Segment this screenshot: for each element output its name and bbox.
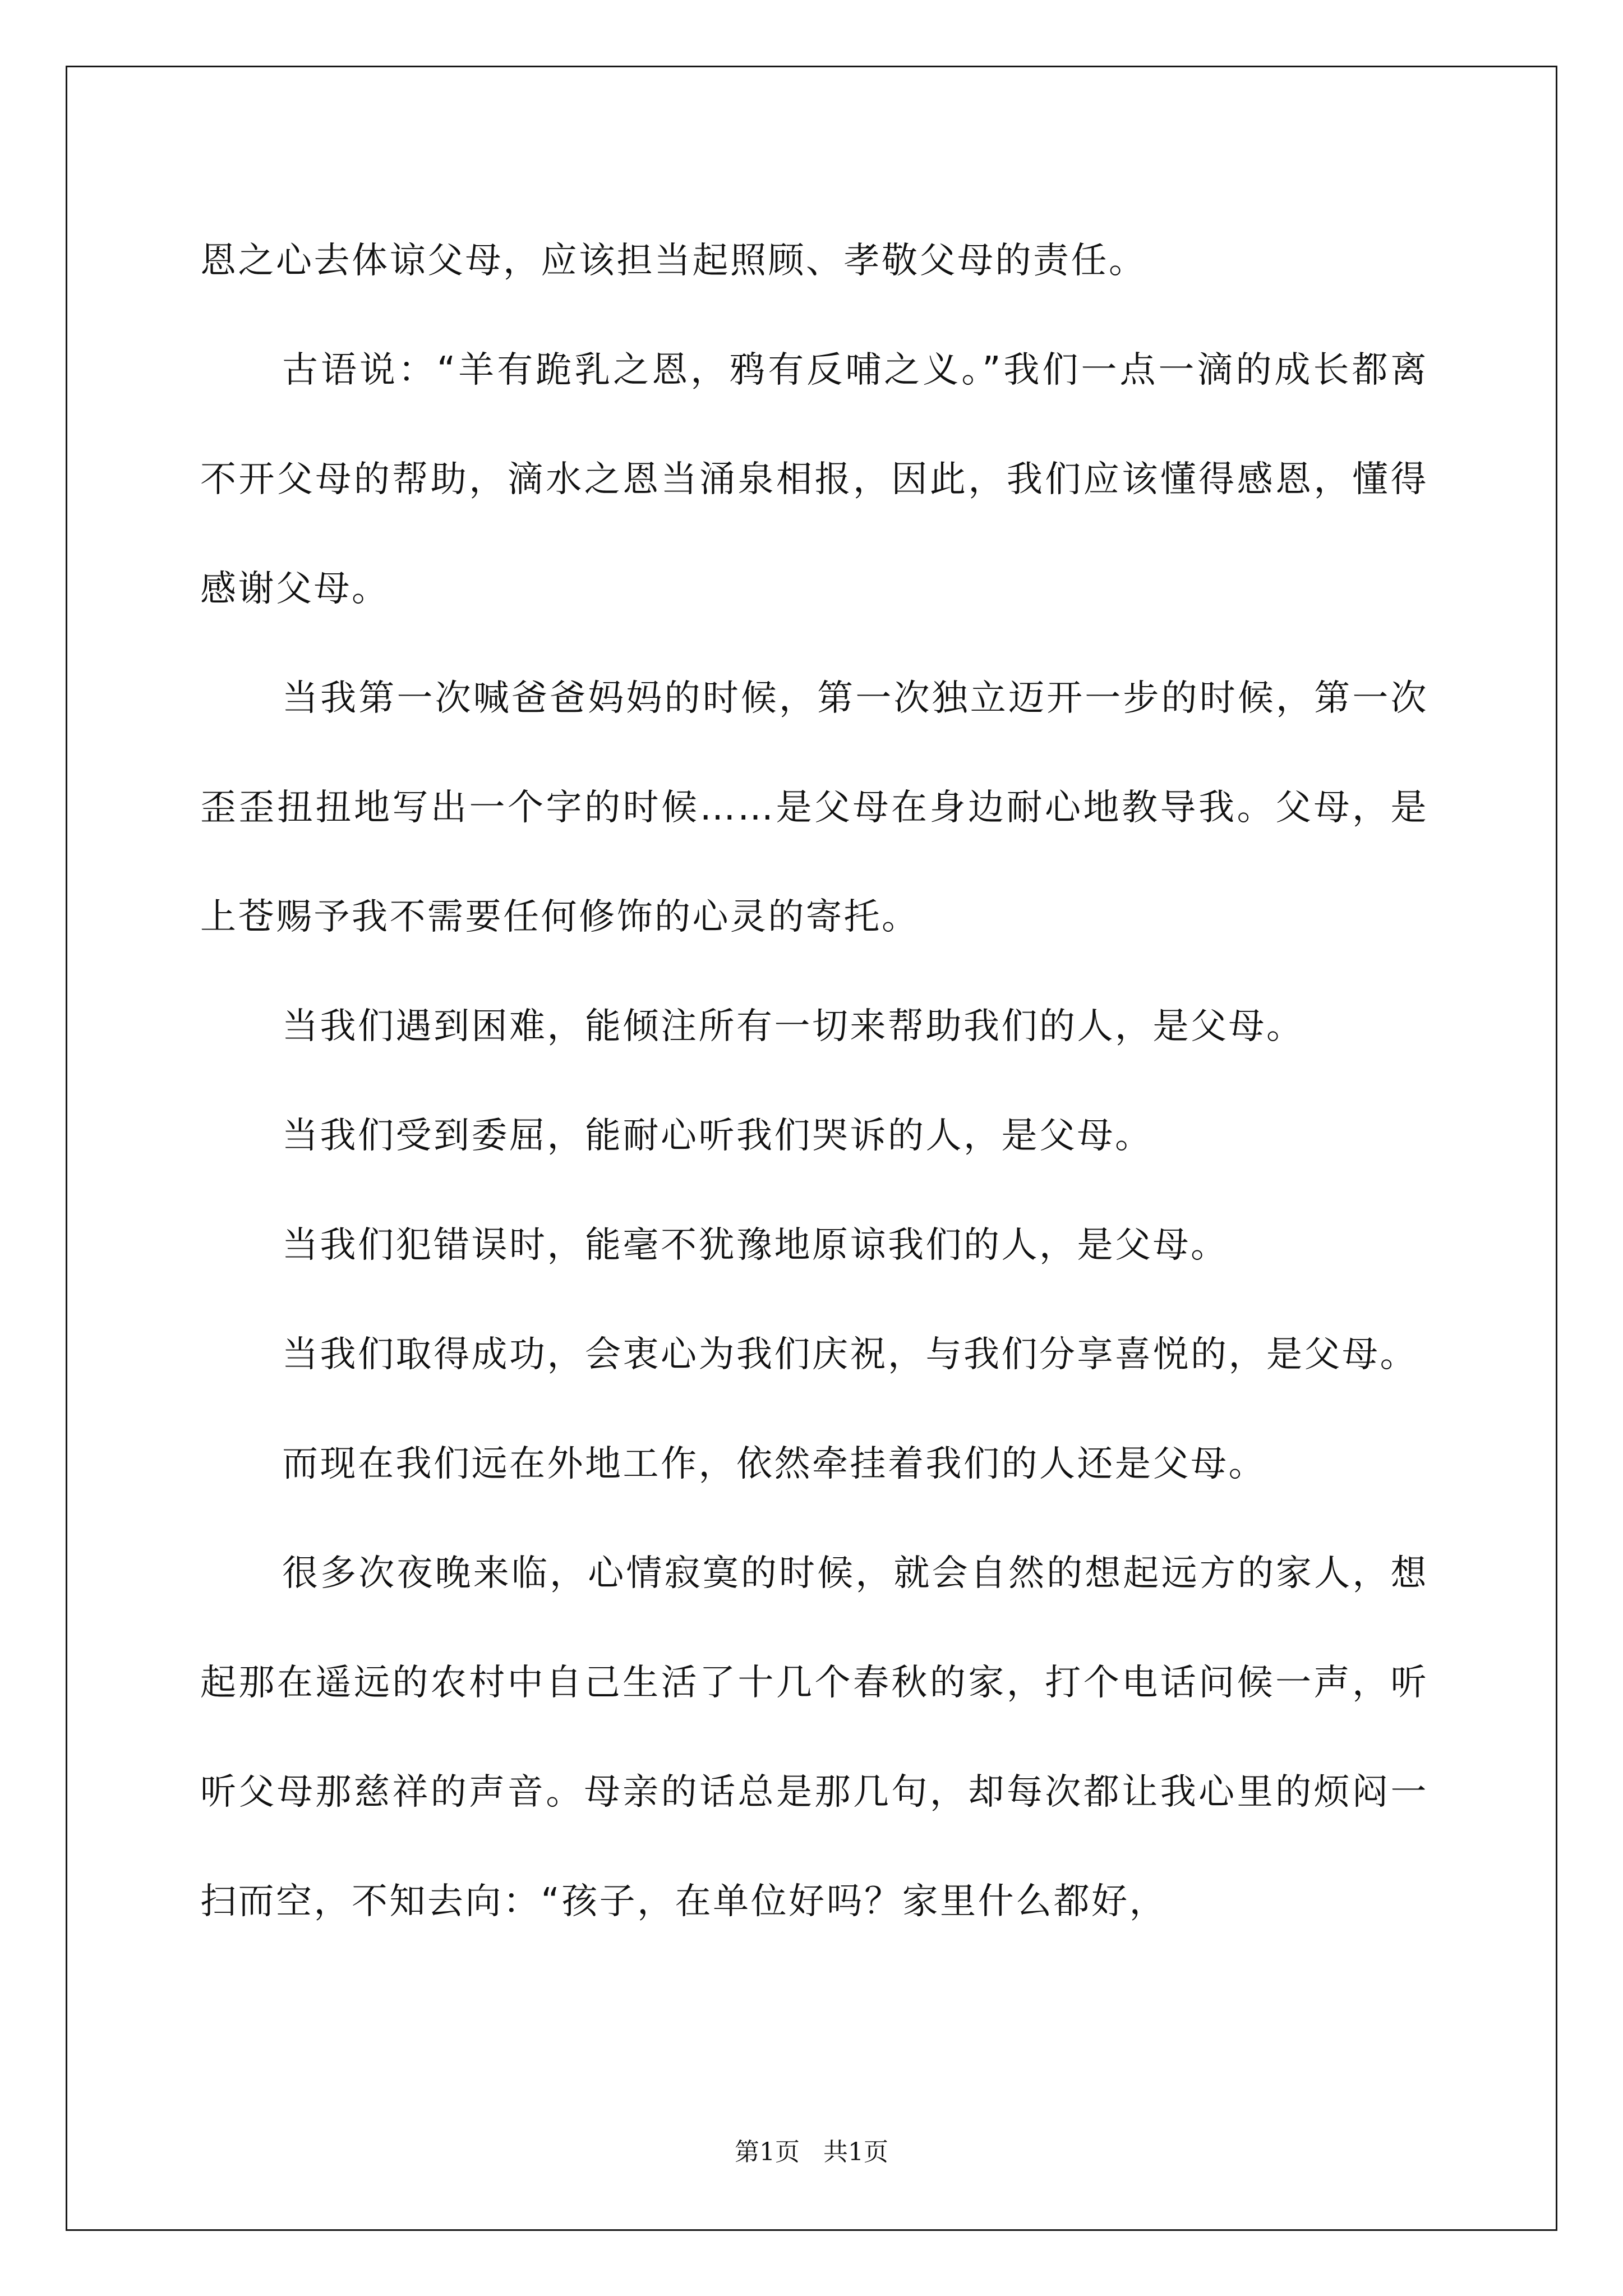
- paragraph: 而现在我们远在外地工作，依然牵挂着我们的人还是父母。: [282, 1443, 1266, 1485]
- paragraph: 当我第一次喊爸爸妈妈的时候，第一次独立迈开一步的时候，第一次歪歪扭扭地写出一个字的时候……是父母在身边耐心地教导我。父母，是上苍赐予我不需要任何修饰的心灵的寄托。: [200, 678, 1428, 938]
- paragraph: 当我们遇到困难，能倾注所有一切来帮助我们的人，是父母。: [282, 1006, 1304, 1047]
- paragraph: 当我们取得成功，会衷心为我们庆祝，与我们分享喜悦的，是父母。: [282, 1334, 1418, 1375]
- paragraph: 当我们受到委屈，能耐心听我们哭诉的人，是父母。: [282, 1115, 1153, 1157]
- paragraph: 当我们犯错误时，能毫不犹豫地原谅我们的人，是父母。: [282, 1225, 1229, 1266]
- paragraph: 很多次夜晚来临，心情寂寞的时候，就会自然的想起远方的家人，想起那在遥远的农村中自己生活了十几个春秋的家，打个电话问候一声，听听父母那慈祥的声音。母亲的话总是那几句，却每次都让我心里的烦闷一扫而空，不知去向：“孩子，在单位好吗？家里什么都好，: [200, 1553, 1428, 1922]
- paragraph: 古语说：“羊有跪乳之恩，鸦有反哺之义。”我们一点一滴的成长都离不开父母的帮助，滴水之恩当涌泉相报，因此，我们应该懂得感恩，懂得感谢父母。: [200, 349, 1428, 610]
- paragraph: 恩之心去体谅父母，应该担当起照顾、孝敬父母的责任。: [200, 240, 1147, 282]
- page-footer: 第1页 共1页: [735, 2138, 888, 2166]
- document-body: [200, 206, 1428, 1957]
